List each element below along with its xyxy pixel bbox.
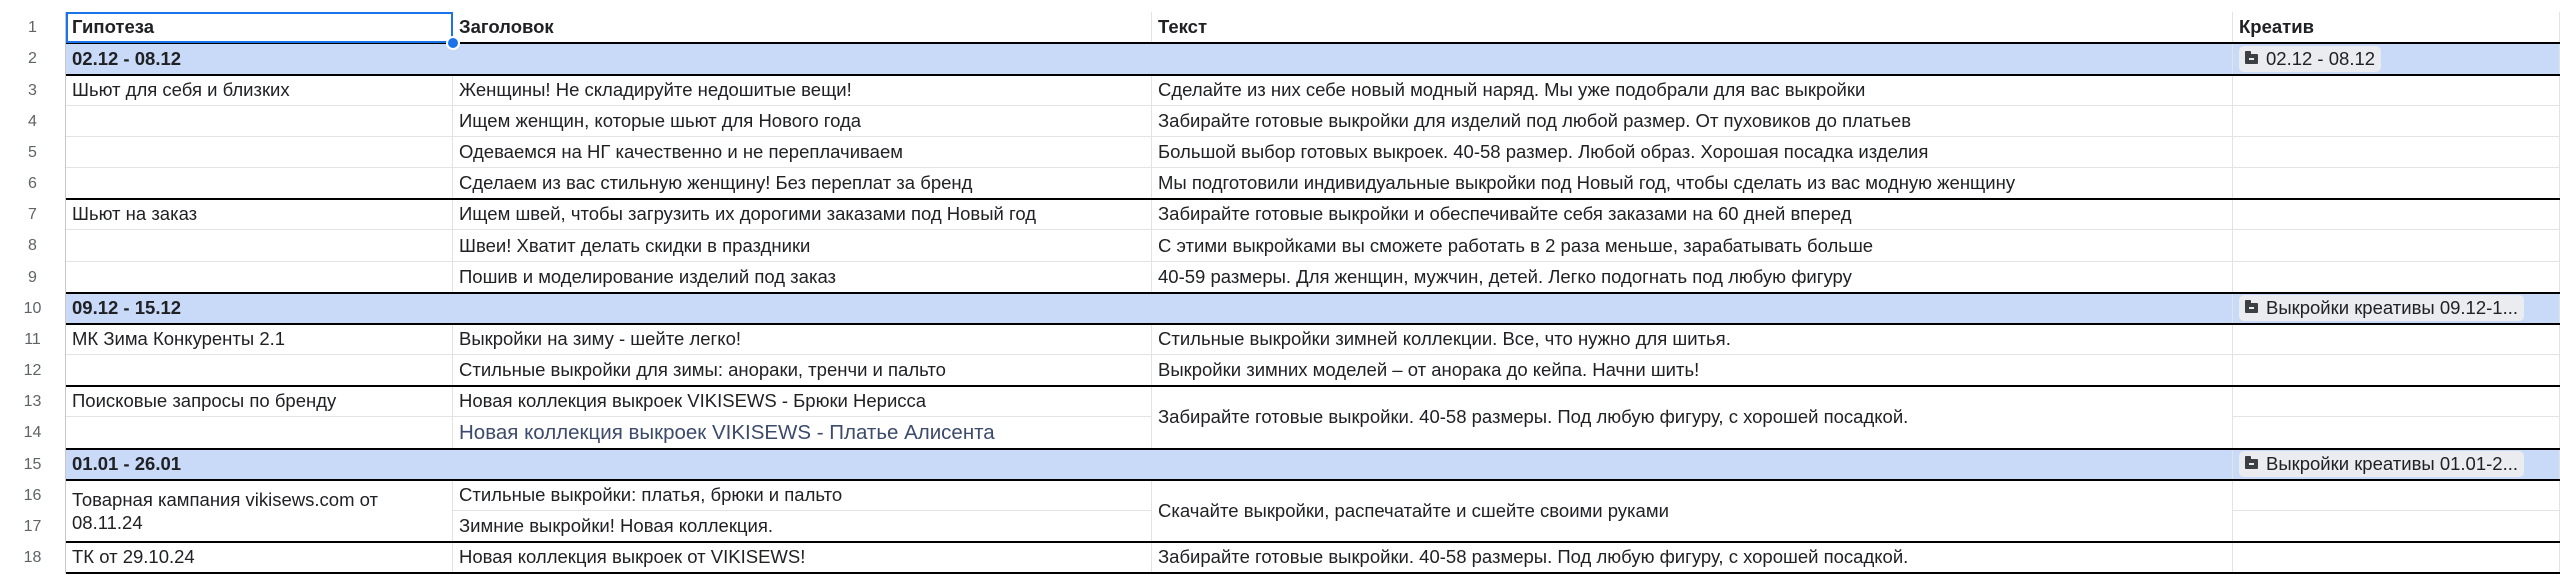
group-border [66, 572, 2560, 574]
row-number[interactable]: 17 [0, 511, 66, 542]
row-number[interactable]: 13 [0, 386, 66, 417]
creative-cell[interactable] [2233, 542, 2560, 573]
creative-folder-name: Выкройки креативы 01.01-2... [2266, 453, 2518, 474]
headline-cell[interactable]: Пошив и моделирование изделий под заказ [453, 262, 1152, 293]
hypothesis-cell[interactable]: Поисковые запросы по бренду [66, 386, 453, 417]
headline-cell[interactable]: Новая коллекция выкроек VIKISEWS - Платье Алисента [453, 417, 1152, 449]
row-number[interactable]: 7 [0, 199, 66, 230]
column-header-creative[interactable]: Креатив [2233, 12, 2560, 43]
group-border [66, 292, 2560, 294]
row-number[interactable]: 4 [0, 106, 66, 137]
folder-icon [2245, 54, 2258, 64]
folder-icon [2245, 303, 2258, 313]
column-header-strip [0, 0, 2560, 12]
hypothesis-cell[interactable] [66, 168, 453, 199]
text-cell[interactable]: Выкройки зимних моделей – от анорака до кейпа. Начни шить! [1152, 355, 2233, 386]
creative-cell[interactable] [2233, 449, 2560, 480]
group-border [66, 198, 2560, 200]
headline-cell[interactable]: Ищем женщин, которые шьют для Нового года [453, 106, 1152, 137]
row-number[interactable]: 2 [0, 43, 66, 75]
hypothesis-cell[interactable]: Шьют на заказ [66, 199, 453, 230]
hypothesis-cell[interactable]: Товарная кампания vikisews.com от 08.11.24 [66, 480, 453, 542]
headline-cell[interactable]: Зимние выкройки! Новая коллекция. [453, 511, 1152, 542]
text-cell[interactable]: Забирайте готовые выкройки. 40-58 размеры. Под любую фигуру, с хорошей посадкой. [1152, 542, 2233, 573]
week-range-row[interactable] [66, 293, 2233, 324]
creative-folder-chip[interactable] [2239, 295, 2524, 321]
headline-cell[interactable]: Одеваемся на НГ качественно и не переплачиваем [453, 137, 1152, 168]
creative-cell[interactable] [2233, 137, 2560, 168]
group-border [66, 448, 2560, 450]
headline-cell[interactable]: Новая коллекция выкроек VIKISEWS - Брюки Нерисса [453, 386, 1152, 417]
creative-cell[interactable] [2233, 75, 2560, 106]
creative-folder-chip[interactable] [2239, 451, 2524, 477]
week-range-label: 02.12 - 08.12 [72, 47, 182, 69]
creative-cell[interactable] [2233, 262, 2560, 293]
hypothesis-cell[interactable] [66, 106, 453, 137]
creative-cell[interactable] [2233, 480, 2560, 511]
week-range-row[interactable] [66, 449, 2233, 480]
creative-cell[interactable] [2233, 324, 2560, 355]
headline-cell[interactable]: Стильные выкройки для зимы: анораки, тренчи и пальто [453, 355, 1152, 386]
text-cell[interactable]: Забирайте готовые выкройки и обеспечивайте себя заказами на 60 дней вперед [1152, 199, 2233, 230]
headline-cell[interactable]: Выкройки на зиму - шейте легко! [453, 324, 1152, 355]
headline-cell[interactable]: Новая коллекция выкроек от VIKISEWS! [453, 542, 1152, 573]
row-number[interactable]: 1 [0, 12, 66, 43]
row-number[interactable]: 8 [0, 230, 66, 262]
hypothesis-cell[interactable] [66, 230, 453, 262]
headline-cell[interactable]: Стильные выкройки: платья, брюки и пальто [453, 480, 1152, 511]
folder-icon [2245, 459, 2258, 469]
row-number[interactable]: 18 [0, 542, 66, 573]
creative-cell[interactable] [2233, 293, 2560, 324]
text-cell[interactable]: Скачайте выкройки, распечатайте и сшейте своими руками [1152, 480, 2233, 542]
hypothesis-cell[interactable]: Шьют для себя и близких [66, 75, 453, 106]
row-number[interactable]: 16 [0, 480, 66, 511]
hypothesis-cell[interactable] [66, 417, 453, 449]
creative-cell[interactable] [2233, 199, 2560, 230]
row-number[interactable]: 6 [0, 168, 66, 199]
hypothesis-cell[interactable]: ТК от 29.10.24 [66, 542, 453, 573]
group-border [66, 541, 2560, 543]
text-cell[interactable]: Забирайте готовые выкройки. 40-58 размеры. Под любую фигуру, с хорошей посадкой. [1152, 386, 2233, 449]
creative-cell[interactable] [2233, 417, 2560, 449]
creative-folder-name: Выкройки креативы 09.12-1... [2266, 297, 2518, 318]
text-cell[interactable]: Мы подготовили индивидуальные выкройки под Новый год, чтобы сделать из вас модную женщину [1152, 168, 2233, 199]
creative-cell[interactable] [2233, 386, 2560, 417]
creative-cell[interactable] [2233, 43, 2560, 75]
row-number[interactable]: 15 [0, 449, 66, 480]
row-number[interactable]: 14 [0, 417, 66, 449]
text-cell[interactable]: Забирайте готовые выкройки для изделий под любой размер. От пуховиков до платьев [1152, 106, 2233, 137]
column-header-headline[interactable]: Заголовок [453, 12, 1152, 43]
creative-cell[interactable] [2233, 230, 2560, 262]
row-number[interactable]: 9 [0, 262, 66, 293]
creative-cell[interactable] [2233, 106, 2560, 137]
creative-folder-name: 02.12 - 08.12 [2266, 47, 2376, 69]
group-border [66, 323, 2560, 325]
group-border [66, 74, 2560, 76]
hypothesis-cell[interactable] [66, 355, 453, 386]
week-range-row[interactable] [66, 43, 2233, 75]
text-cell[interactable]: 40-59 размеры. Для женщин, мужчин, детей. Легко подогнать под любую фигуру [1152, 262, 2233, 293]
week-range-label: 01.01 - 26.01 [72, 453, 182, 474]
creative-folder-chip[interactable] [2239, 46, 2381, 72]
row-number[interactable]: 3 [0, 75, 66, 106]
row-number[interactable]: 12 [0, 355, 66, 386]
headline-cell[interactable]: Сделаем из вас стильную женщину! Без переплат за бренд [453, 168, 1152, 199]
hypothesis-cell[interactable] [66, 262, 453, 293]
headline-cell[interactable]: Женщины! Не складируйте недошитые вещи! [453, 75, 1152, 106]
hypothesis-cell[interactable]: МК Зима Конкуренты 2.1 [66, 324, 453, 355]
headline-cell[interactable]: Швеи! Хватит делать скидки в праздники [453, 230, 1152, 262]
text-cell[interactable]: Большой выбор готовых выкроек. 40-58 размер. Любой образ. Хорошая посадка изделия [1152, 137, 2233, 168]
column-header-hypothesis[interactable]: Гипотеза [66, 12, 453, 43]
text-cell[interactable]: Стильные выкройки зимней коллекции. Все, что нужно для шитья. [1152, 324, 2233, 355]
creative-cell[interactable] [2233, 511, 2560, 542]
selection-fill-handle[interactable] [446, 36, 460, 50]
group-border [66, 385, 2560, 387]
creative-cell[interactable] [2233, 355, 2560, 386]
row-number[interactable]: 10 [0, 293, 66, 324]
row-number[interactable]: 11 [0, 324, 66, 355]
week-range-label: 09.12 - 15.12 [72, 297, 182, 318]
group-border [66, 479, 2560, 481]
column-header-text[interactable]: Текст [1152, 12, 2233, 43]
creative-cell[interactable] [2233, 168, 2560, 199]
text-cell[interactable]: Сделайте из них себе новый модный наряд. Мы уже подобрали для вас выкройки [1152, 75, 2233, 106]
hypothesis-cell[interactable] [66, 137, 453, 168]
text-cell[interactable]: С этими выкройками вы сможете работать в 2 раза меньше, зарабатывать больше [1152, 230, 2233, 262]
headline-cell[interactable]: Ищем швей, чтобы загрузить их дорогими заказами под Новый год [453, 199, 1152, 230]
row-number[interactable]: 5 [0, 137, 66, 168]
